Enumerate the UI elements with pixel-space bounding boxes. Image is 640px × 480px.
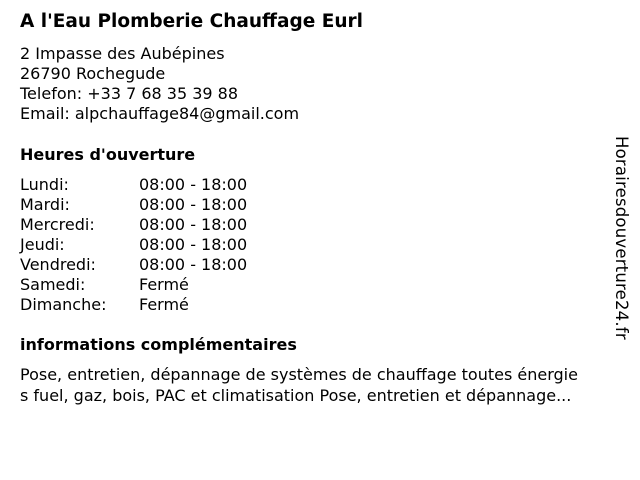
email-line: Email: alpchauffage84@gmail.com [20,104,300,123]
hours-row-tuesday [20,195,247,215]
day-label: Jeudi: [20,235,65,254]
address-street: 2 Impasse des Aubépines [20,44,225,63]
hours-row-thursday [20,235,247,255]
time-value: 08:00 - 18:00 [139,235,248,254]
hours-heading: Heures d'ouverture [20,145,196,164]
site-watermark: Horairesdouverture24.fr [612,136,631,340]
day-label: Mardi: [20,195,70,214]
day-label: Lundi: [20,175,69,194]
hours-row-monday [20,175,247,195]
phone-line: Telefon: +33 7 68 35 39 88 [20,84,239,103]
info-description [20,365,630,406]
opening-hours-list [20,175,247,315]
description-line: s fuel, gaz, bois, PAC et climatisation Pose, entretien et dépannage... [20,385,572,405]
time-value: 08:00 - 18:00 [139,215,248,234]
address-city: 26790 Rochegude [20,64,166,83]
day-label: Dimanche: [20,295,107,314]
time-value: 08:00 - 18:00 [139,195,248,214]
day-label: Vendredi: [20,255,96,274]
day-label: Mercredi: [20,215,95,234]
hours-row-sunday [20,295,247,315]
hours-row-wednesday [20,215,247,235]
time-value: Fermé [139,275,189,294]
hours-row-saturday [20,275,247,295]
description-line: Pose, entretien, dépannage de systèmes de chauffage toutes énergie [20,365,578,384]
time-value: 08:00 - 18:00 [139,175,248,194]
hours-row-friday [20,255,247,275]
business-name: A l'Eau Plomberie Chauffage Eurl [20,11,363,32]
contact-block [20,44,299,124]
day-label: Samedi: [20,275,86,294]
time-value: 08:00 - 18:00 [139,255,248,274]
time-value: Fermé [139,295,189,314]
info-heading: informations complémentaires [20,335,297,354]
